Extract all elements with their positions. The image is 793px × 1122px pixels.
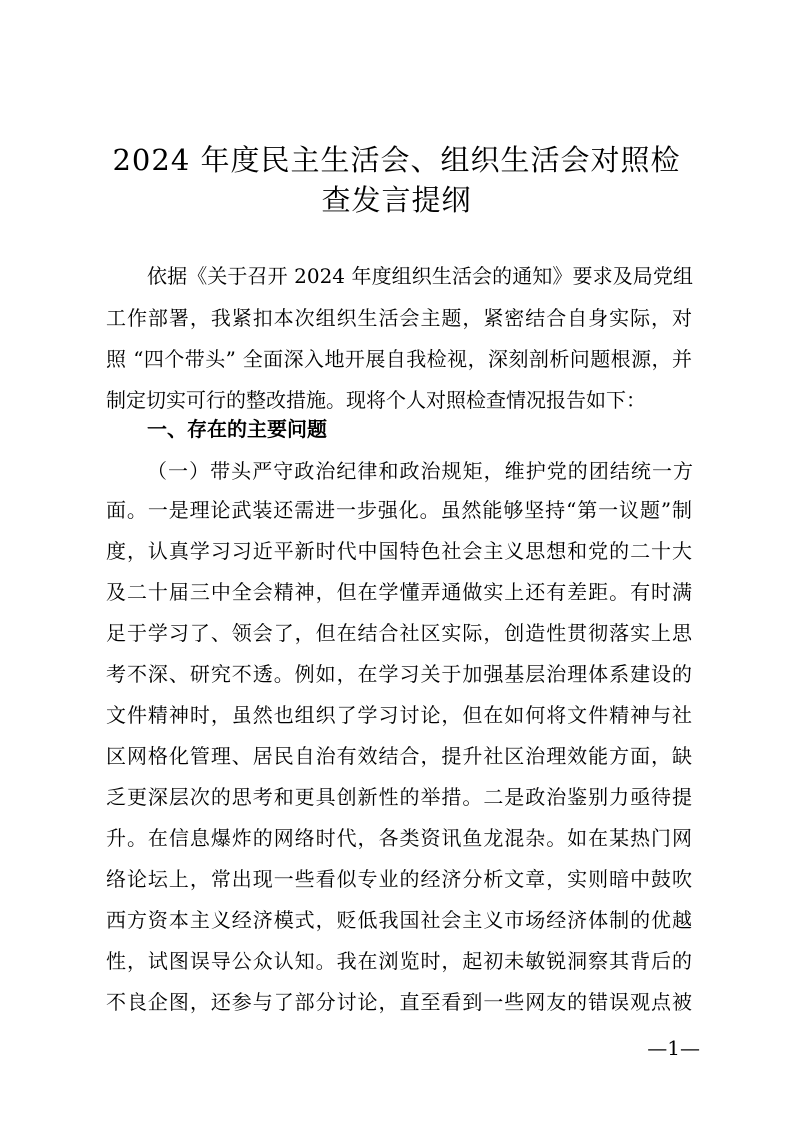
body-line-1: 依据《关于召开 2024 年度组织生活会的通知》要求及局党组	[147, 264, 693, 288]
document-title-line-2: 查发言提纲	[321, 183, 472, 217]
body-line-6: （一）带头严守政治纪律和政治规矩，维护党的团结统一方	[147, 459, 693, 483]
body-line-10: 足于学习了、领会了，但在结合社区实际，创造性贯彻落实上思	[106, 621, 692, 645]
document-title-line-1: 2024 年度民主生活会、组织生活会对照检	[112, 143, 681, 177]
body-line-12: 文件精神时，虽然也组织了学习讨论，但在如何将文件精神与社	[106, 703, 692, 727]
body-line-9: 及二十届三中全会精神，但在学懂弄通做实上还有差距。有时满	[106, 580, 692, 604]
section-heading: 一、存在的主要问题	[147, 417, 327, 441]
body-line-14: 乏更深层次的思考和更具创新性的举措。二是政治鉴别力亟待提	[106, 785, 692, 809]
body-line-11: 考不深、研究不透。例如，在学习关于加强基层治理体系建设的	[106, 662, 692, 686]
body-line-3: 照 “四个带头” 全面深入地开展自我检视，深刻剖析问题根源，并	[106, 347, 692, 371]
body-line-19: 不良企图，还参与了部分讨论，直至看到一些网友的错误观点被	[106, 990, 692, 1014]
body-line-7: 面。一是理论武装还需进一步强化。虽然能够坚持“第一议题”制	[106, 498, 692, 522]
body-line-13: 区网格化管理、居民自治有效结合，提升社区治理效能方面，缺	[106, 744, 692, 768]
body-line-2: 工作部署，我紧扣本次组织生活会主题，紧密结合自身实际，对	[106, 306, 692, 330]
body-line-16: 络论坛上，常出现一些看似专业的经济分析文章，实则暗中鼓吹	[106, 867, 692, 891]
body-line-15: 升。在信息爆炸的网络时代，各类资讯鱼龙混杂。如在某热门网	[106, 826, 692, 850]
body-line-18: 性，试图误导公众认知。我在浏览时，起初未敏锐洞察其背后的	[106, 949, 692, 973]
body-line-8: 度，认真学习习近平新时代中国特色社会主义思想和党的二十大	[106, 539, 692, 563]
body-line-17: 西方资本主义经济模式，贬低我国社会主义市场经济体制的优越	[106, 908, 692, 932]
page-number: —1—	[647, 1036, 700, 1060]
body-line-4: 制定切实可行的整改措施。现将个人对照检查情况报告如下：	[106, 388, 646, 412]
